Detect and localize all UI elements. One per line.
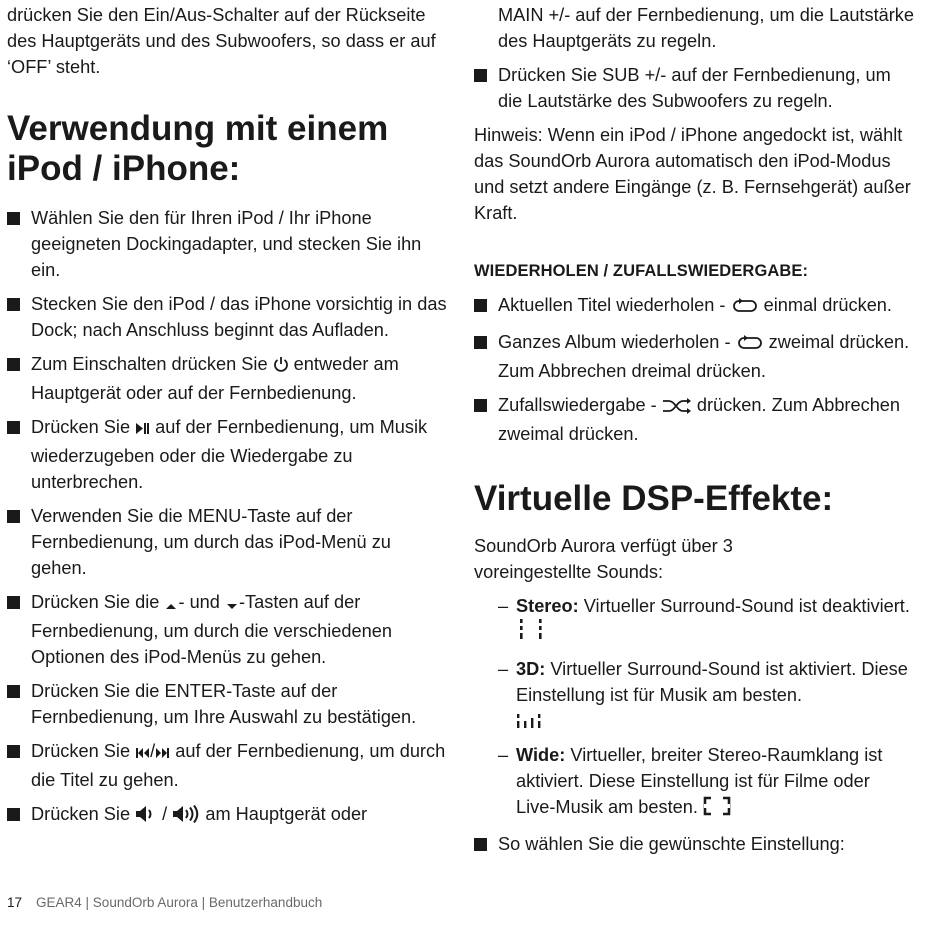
mode-label: 3D: (516, 659, 546, 679)
up-arrow-icon (164, 592, 178, 618)
3d-mode-icon (516, 708, 914, 734)
bullet-text: Ganzes Album wiederholen - (498, 332, 736, 352)
list-item (7, 291, 447, 343)
volume-up-icon (172, 804, 200, 830)
volume-down-icon (135, 804, 157, 830)
bullet-text: - und (178, 592, 225, 612)
mode-text: Virtueller Surround-Sound ist deaktiviert. (578, 596, 910, 616)
bullet-text: Drücken Sie SUB +/- auf der Fernbedienung, um die Lautstärke des Subwoofers zu regeln. (498, 65, 891, 111)
list-item (7, 738, 447, 793)
list-item (474, 329, 914, 384)
bullet-text: So wählen Sie die gewünschte Einstellung: (498, 834, 845, 854)
bullet-square (474, 299, 487, 312)
left-column (7, 0, 447, 830)
bullet-text: zweimal drücken. Zum Abbrechen dreimal drücken. (498, 332, 910, 381)
bullet-text: auf der Fernbedienung, um durch die Titel zu gehen. (31, 741, 446, 790)
bullet-square (7, 808, 20, 821)
bullet-text: Drücken Sie (31, 804, 136, 824)
bullet-text: Drücken Sie (31, 417, 136, 437)
dsp-intro: SoundOrb Aurora verfügt über 3 voreingestellte Sounds: (474, 536, 733, 582)
repeat-icon (736, 332, 764, 358)
list-item (7, 205, 447, 283)
stereo-mode-icon (516, 619, 546, 648)
list-item (7, 351, 447, 406)
bullet-square (7, 212, 20, 225)
list-item (474, 831, 914, 857)
next-track-icon (155, 741, 170, 767)
bullet-square (7, 298, 20, 311)
bullet-text: Zufallswiedergabe - (498, 395, 662, 415)
dash-marker: – (498, 745, 509, 765)
bullet-text: Wählen Sie den für Ihren iPod / Ihr iPhone geeigneten Dockingadapter, und stecken Sie ihn ein. (31, 208, 422, 280)
bullet-square (7, 510, 20, 523)
mode-text: Virtueller Surround-Sound ist aktiviert. Diese Einstellung ist für Musik am besten. (516, 659, 908, 705)
bullet-square (474, 69, 487, 82)
dash-marker: – (498, 596, 509, 616)
repeat-icon (731, 295, 759, 321)
dash-marker: – (498, 659, 509, 679)
power-icon (273, 354, 289, 380)
down-arrow-icon (225, 592, 239, 618)
list-item (7, 414, 447, 495)
right-column (474, 0, 914, 857)
list-item (474, 392, 914, 447)
bullet-square (7, 358, 20, 371)
ipod-section-heading: Verwendung mit einem iPod / iPhone: (7, 109, 389, 188)
bullet-text: Drücken Sie (31, 741, 136, 761)
page-number: 17 (7, 895, 23, 910)
list-item (7, 589, 447, 670)
play-pause-icon (135, 417, 150, 443)
mode-label: Stereo: (516, 596, 579, 616)
bullet-text: -Tasten auf der Fernbedienung, um durch die verschiedenen Optionen des iPod-Menüs zu gehen. (31, 592, 392, 667)
bullet-text: Drücken Sie die ENTER-Taste auf der Fernbedienung, um Ihre Auswahl zu bestätigen. (31, 681, 417, 727)
list-item (7, 503, 447, 581)
bullet-text: auf der Fernbedienung, um Musik wiederzugeben oder die Wiedergabe zu unterbrechen. (31, 417, 428, 492)
bullet-text: Stecken Sie den iPod / das iPhone vorsichtig in das Dock; nach Anschluss beginnt das Aufladen. (31, 294, 447, 340)
bullet-text: drücken. Zum Abbrechen zweimal drücken. (498, 395, 901, 444)
list-item (474, 292, 914, 321)
mode-label: Wide: (516, 745, 566, 765)
note-paragraph: Hinweis: Wenn ein iPod / iPhone angedockt ist, wählt das SoundOrb Aurora automatisch den iPod-Modus und setzt andere Eingänge (z. B. Fernsehgerät) außer Kraft. (474, 125, 911, 223)
bullet-text: Verwenden Sie die MENU-Taste auf der Fernbedienung, um durch das iPod-Menü zu gehen. (31, 506, 391, 578)
bullet-square (474, 399, 487, 412)
bullet-text: am Hauptgerät oder (200, 804, 368, 824)
bullet-text: / (150, 741, 156, 761)
footer-text: GEAR4 | SoundOrb Aurora | Benutzerhandbuch (36, 895, 323, 910)
bullet-text: Aktuellen Titel wiederholen - (498, 295, 731, 315)
dsp-section-heading: Virtuelle DSP-Effekte: (474, 479, 834, 518)
list-item (7, 801, 447, 830)
wide-mode-icon (703, 796, 731, 823)
continued-text: MAIN +/- auf der Fernbedienung, um die Lautstärke des Hauptgeräts zu regeln. (498, 5, 915, 51)
bullet-square (7, 596, 20, 609)
page-footer (7, 895, 322, 910)
list-item (7, 678, 447, 730)
mode-text: Virtueller, breiter Stereo-Raumklang ist aktiviert. Diese Einstellung ist für Filme oder Live-Musik am besten. (516, 745, 883, 817)
bullet-square (474, 336, 487, 349)
bullet-text: Drücken Sie die (31, 592, 165, 612)
bullet-square (7, 685, 20, 698)
list-item (474, 62, 914, 114)
bullet-text: / (157, 804, 173, 824)
list-item (474, 742, 914, 823)
bullet-square (7, 421, 20, 434)
bullet-text: entweder am Hauptgerät oder auf der Fernbedienung. (31, 354, 399, 403)
intro-paragraph: drücken Sie den Ein/Aus-Schalter auf der Rückseite des Hauptgeräts und des Subwoofers, so dass er auf ‘OFF’ steht. (7, 5, 436, 77)
repeat-shuffle-heading: WIEDERHOLEN / ZUFALLSWIEDERGABE: (474, 262, 809, 280)
list-item (474, 593, 914, 648)
bullet-text: Zum Einschalten drücken Sie (31, 354, 273, 374)
bullet-text: einmal drücken. (758, 295, 892, 315)
bullet-square (474, 838, 487, 851)
bullet-square (7, 745, 20, 758)
previous-track-icon (135, 741, 150, 767)
list-item (474, 656, 914, 734)
shuffle-icon (662, 395, 692, 421)
